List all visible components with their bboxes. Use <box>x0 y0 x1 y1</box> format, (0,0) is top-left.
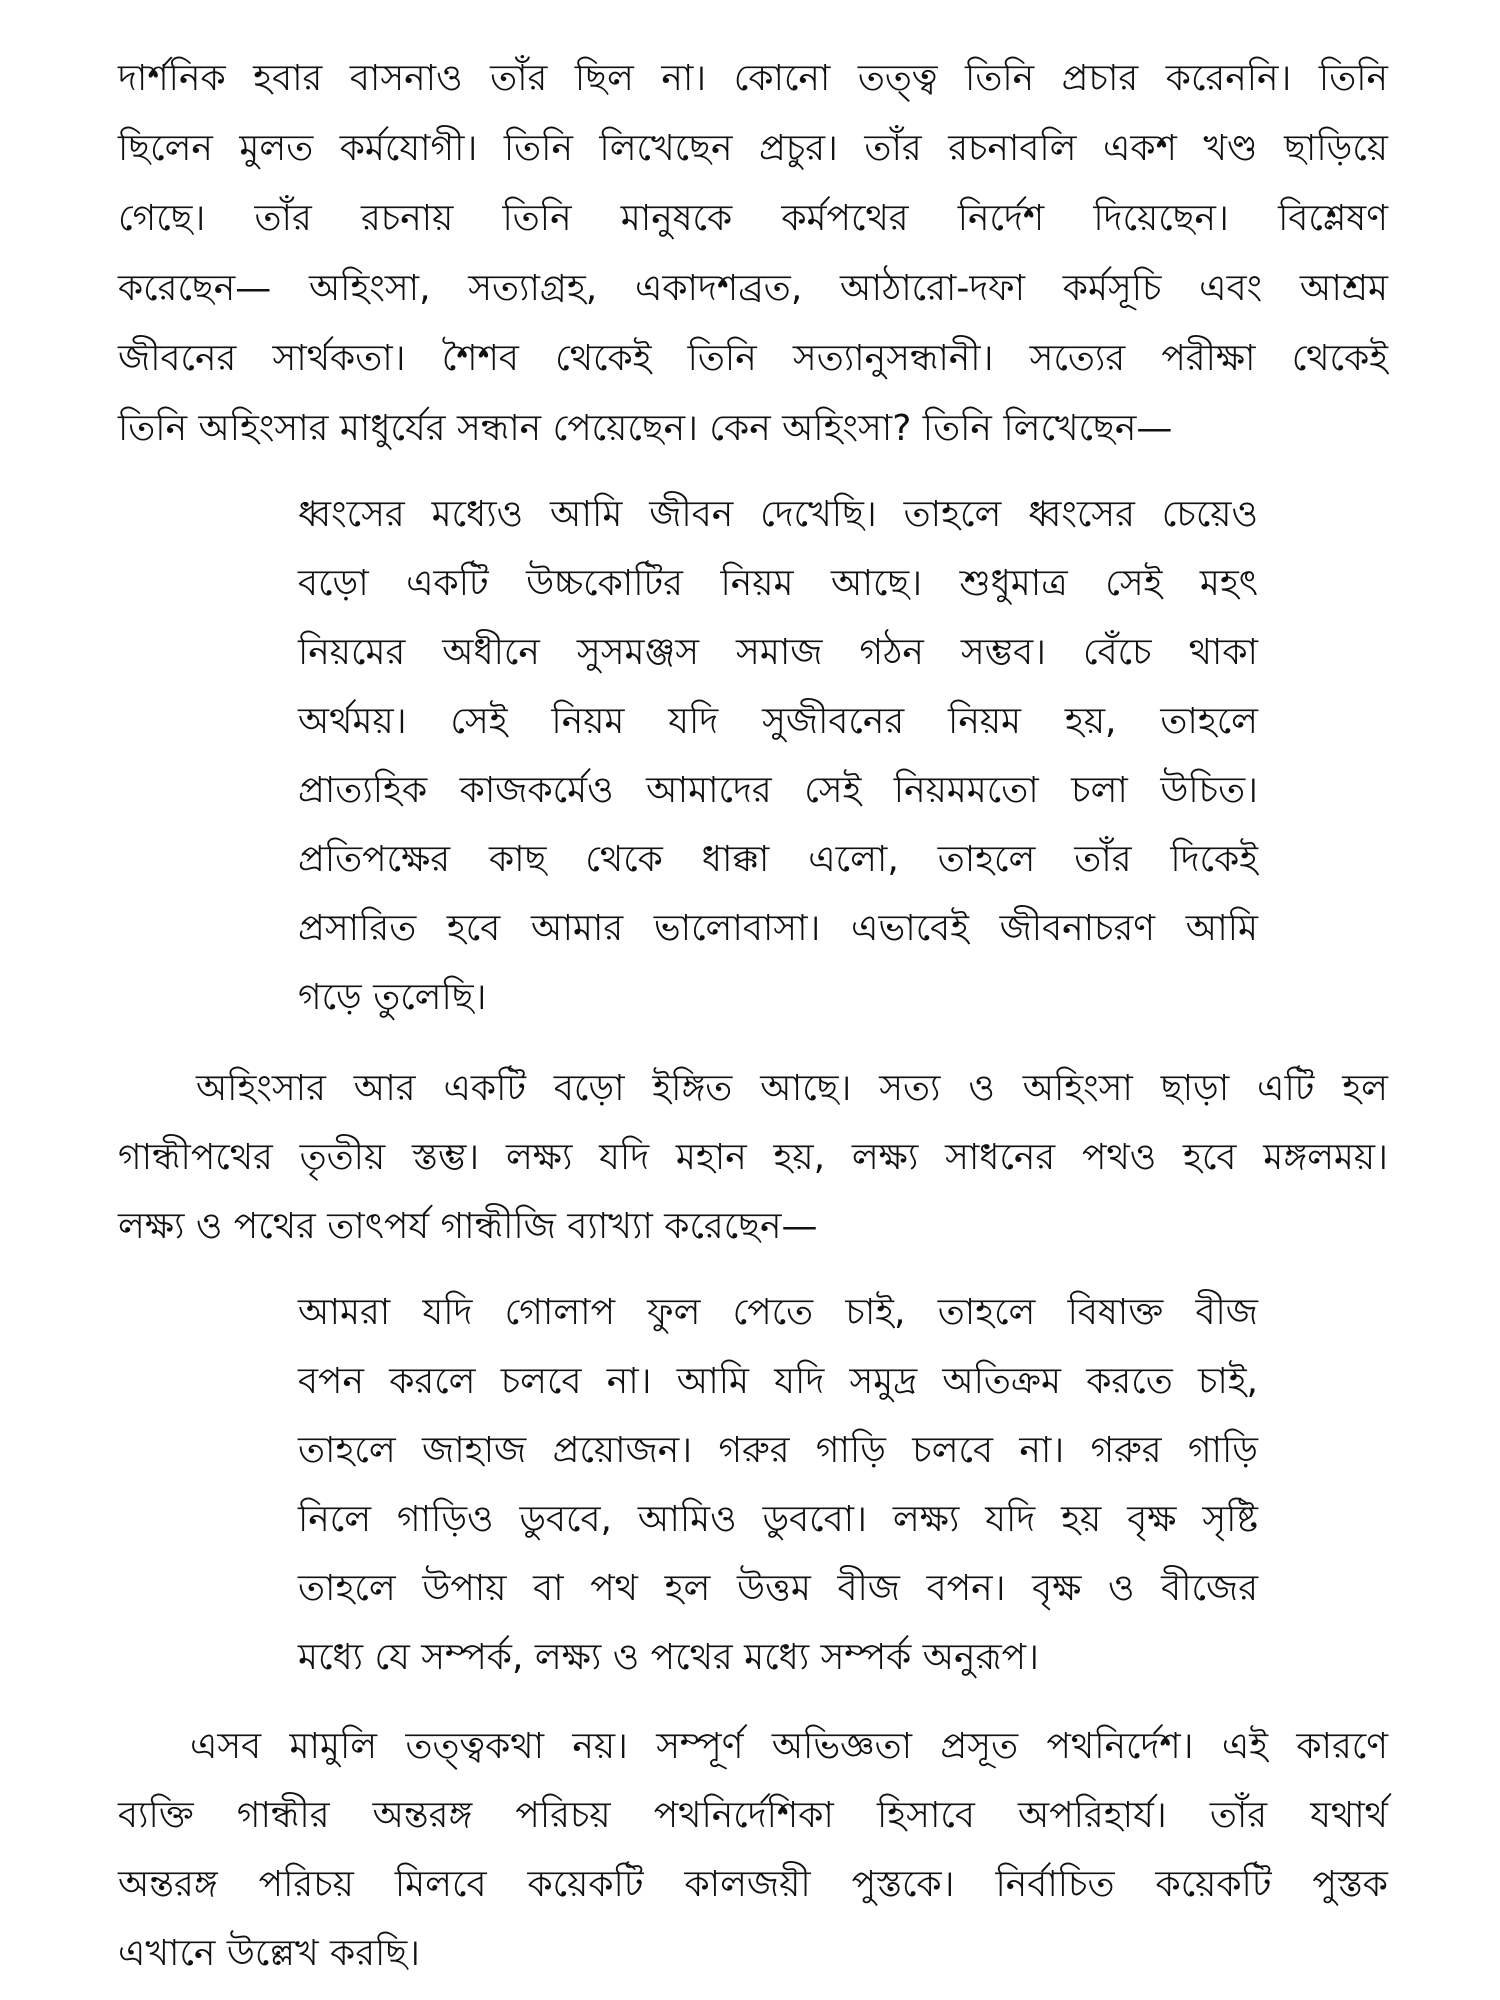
paragraph-line: এসব মামুলি তত্ত্বকথা নয়। সম্পূর্ণ অভিজ্ঞতা প্রসূত পথনির্দেশ। এই কারণে <box>190 1726 1388 1767</box>
paragraph-line: ছিলেন মুলত কর্মযোগী। তিনি লিখেছেন প্রচুর। তাঁর রচনাবলি একশ খণ্ড ছাড়িয়ে <box>118 128 1388 169</box>
paragraph-line: অন্তরঙ্গ পরিচয় মিলবে কয়েকটি কালজয়ী পুস্তকে। নির্বাচিত কয়েকটি পুস্তক <box>118 1864 1388 1905</box>
quote-line: ধ্বংসের মধ্যেও আমি জীবন দেখেছি। তাহলে ধ্বংসের চেয়েও <box>298 494 1258 535</box>
paragraph-line: করেছেন— অহিংসা, সত্যাগ্রহ, একাদশব্রত, আঠারো-দফা কর্মসূচি এবং আশ্রম <box>118 268 1388 309</box>
paragraph-line: ব্যক্তি গান্ধীর অন্তরঙ্গ পরিচয় পথনির্দেশিকা হিসাবে অপরিহার্য। তাঁর যথার্থ <box>118 1795 1388 1836</box>
paragraph-line: এখানে উল্লেখ করছি। <box>118 1933 421 1974</box>
quote-line: নিয়মের অধীনে সুসমঞ্জস সমাজ গঠন সম্ভব। বেঁচে থাকা <box>298 632 1258 673</box>
quote-line: মধ্যে যে সম্পর্ক, লক্ষ্য ও পথের মধ্যে সম্পর্ক অনুরূপ। <box>298 1637 1039 1678</box>
quote-line: তাহলে জাহাজ প্রয়োজন। গরুর গাড়ি চলবে না। গরুর গাড়ি <box>298 1430 1258 1471</box>
paragraph-line: দার্শনিক হবার বাসনাও তাঁর ছিল না। কোনো তত্ত্ব তিনি প্রচার করেননি। তিনি <box>118 58 1388 99</box>
quote-line: প্রসারিত হবে আমার ভালোবাসা। এভাবেই জীবনাচরণ আমি <box>298 908 1258 949</box>
quote-line: আমরা যদি গোলাপ ফুল পেতে চাই, তাহলে বিষাক্ত বীজ <box>298 1292 1258 1333</box>
paragraph-line: লক্ষ্য ও পথের তাৎপর্য গান্ধীজি ব্যাখ্যা করেছেন— <box>118 1206 818 1247</box>
quote-line: অর্থময়। সেই নিয়ম যদি সুজীবনের নিয়ম হয়, তাহলে <box>298 701 1258 742</box>
quote-line: প্রতিপক্ষের কাছ থেকে ধাক্কা এলো, তাহলে তাঁর দিকেই <box>298 839 1258 880</box>
quote-line: বপন করলে চলবে না। আমি যদি সমুদ্র অতিক্রম করতে চাই, <box>298 1361 1258 1402</box>
paragraph-line: গান্ধীপথের তৃতীয় স্তম্ভ। লক্ষ্য যদি মহান হয়, লক্ষ্য সাধনের পথও হবে মঙ্গলময়। <box>118 1137 1388 1178</box>
quote-line: বড়ো একটি উচ্চকোটির নিয়ম আছে। শুধুমাত্র সেই মহৎ <box>298 563 1258 604</box>
paragraph-line: অহিংসার আর একটি বড়ো ইঙ্গিত আছে। সত্য ও অহিংসা ছাড়া এটি হল <box>196 1068 1388 1109</box>
paragraph-line: তিনি অহিংসার মাধুর্যের সন্ধান পেয়েছেন। কেন অহিংসা? তিনি লিখেছেন— <box>118 408 1173 449</box>
quote-line: নিলে গাড়িও ডুববে, আমিও ডুববো। লক্ষ্য যদি হয় বৃক্ষ সৃষ্টি <box>298 1499 1258 1540</box>
quote-line: তাহলে উপায় বা পথ হল উত্তম বীজ বপন। বৃক্ষ ও বীজের <box>298 1568 1258 1609</box>
paragraph-line: জীবনের সার্থকতা। শৈশব থেকেই তিনি সত্যানুসন্ধানী। সত্যের পরীক্ষা থেকেই <box>118 338 1388 379</box>
quote-line: গড়ে তুলেছি। <box>298 977 487 1018</box>
quote-line: প্রাত্যহিক কাজকর্মেও আমাদের সেই নিয়মমতো চলা উচিত। <box>298 770 1258 811</box>
paragraph-line: গেছে। তাঁর রচনায় তিনি মানুষকে কর্মপথের নির্দেশ দিয়েছেন। বিশ্লেষণ <box>118 198 1388 239</box>
